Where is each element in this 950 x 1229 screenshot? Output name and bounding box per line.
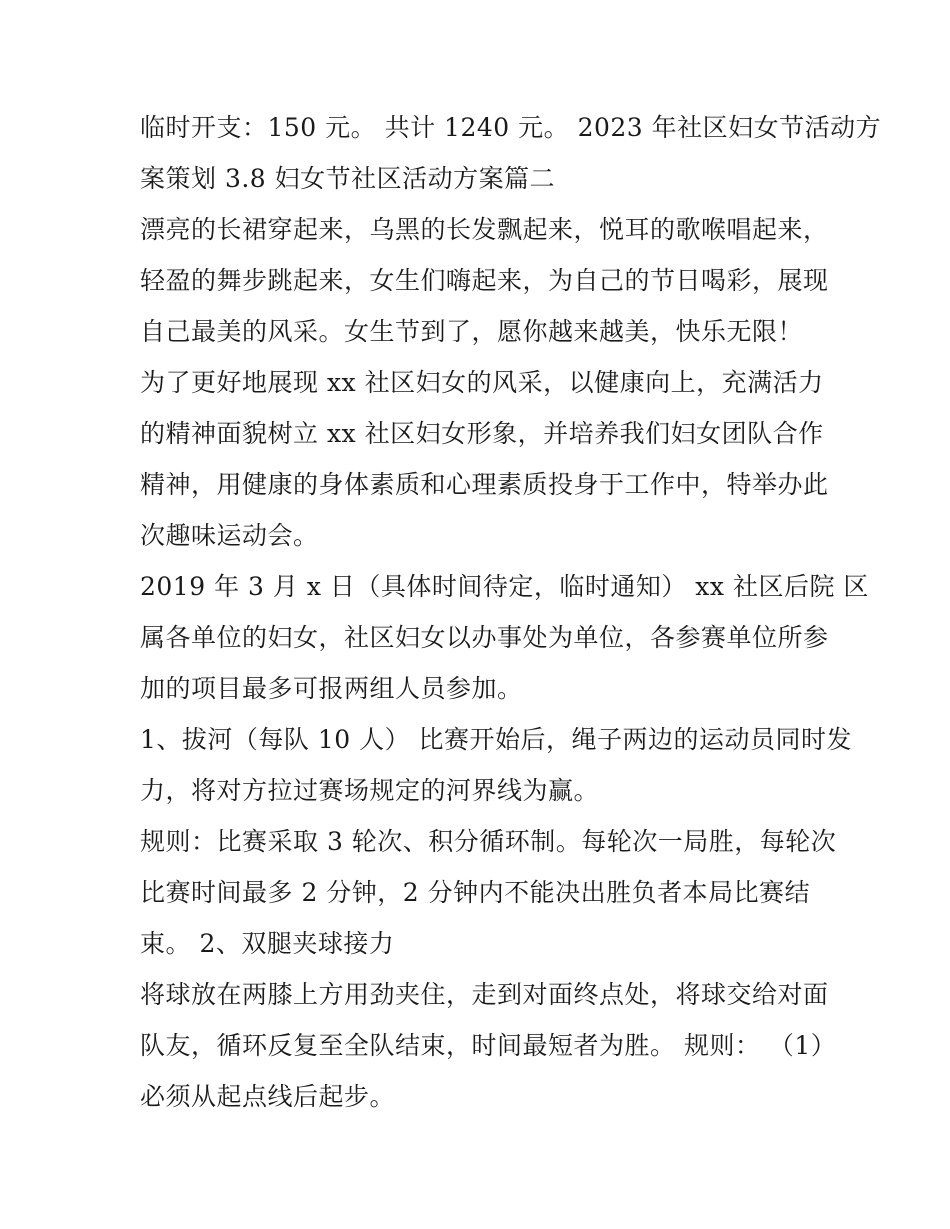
text-line: 为了更好地展现 xx 社区妇女的风采，以健康向上，充满活力 [140, 368, 824, 397]
text-line: 2019 年 3 月 x 日（具体时间待定，临时通知） xx 社区后院 区 [140, 572, 869, 601]
text-line: 规则：比赛采取 3 轮次、积分循环制。每轮次一局胜，每轮次 [140, 827, 837, 856]
text-line: 精神，用健康的身体素质和心理素质投身于工作中，特举办此 [140, 470, 829, 499]
text-line: 必须从起点线后起步。 [140, 1082, 396, 1111]
text-line: 属各单位的妇女，社区妇女以办事处为单位，各参赛单位所参 [140, 623, 829, 652]
text-line: 次趣味运动会。 [140, 521, 319, 550]
text-line: 自己最美的风采。女生节到了，愿你越来越美，快乐无限！ [140, 317, 804, 346]
text-line: 案策划 3.8 妇女节社区活动方案篇二 [140, 164, 556, 193]
text-line: 队友，循环反复至全队结束，时间最短者为胜。 规则： （1） [140, 1031, 837, 1060]
text-line: 加的项目最多可报两组人员参加。 [140, 674, 523, 703]
text-line: 轻盈的舞步跳起来，女生们嗨起来，为自己的节日喝彩，展现 [140, 266, 829, 295]
text-line: 将球放在两膝上方用劲夹住，走到对面终点处，将球交给对面 [140, 980, 829, 1009]
text-line: 漂亮的长裙穿起来，乌黑的长发飘起来，悦耳的歌喉唱起来， [140, 215, 829, 244]
text-line: 的精神面貌树立 xx 社区妇女形象，并培养我们妇女团队合作 [140, 419, 824, 448]
text-line: 束。 2、双腿夹球接力 [140, 929, 395, 958]
text-line: 比赛时间最多 2 分钟，2 分钟内不能决出胜负者本局比赛结 [140, 878, 811, 907]
text-line: 临时开支：150 元。 共计 1240 元。 2023 年社区妇女节活动方 [140, 113, 882, 142]
text-line: 1、拔河（每队 10 人） 比赛开始后，绳子两边的运动员同时发 [140, 725, 853, 754]
text-line: 力，将对方拉过赛场规定的河界线为赢。 [140, 776, 600, 805]
